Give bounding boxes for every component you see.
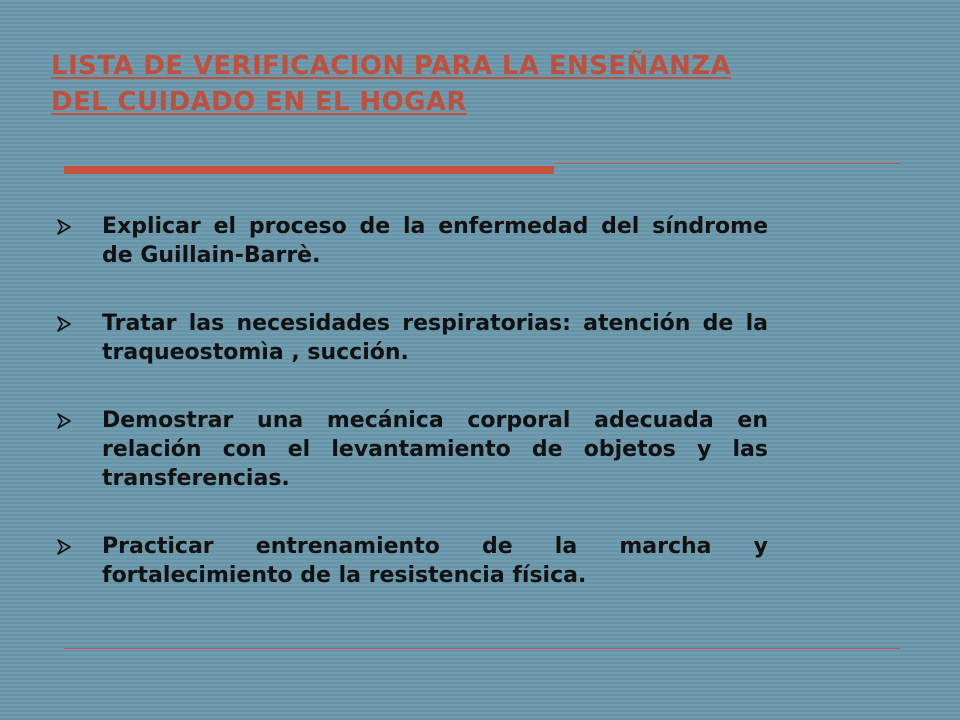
divider-thin-top [554,163,900,164]
bullet-list [56,212,768,590]
bullet-item [56,309,768,367]
bullet-text: Explicar el proceso de la enfermedad del síndrome de Guillain-Barrè. [102,214,768,268]
arrow-bullet-icon [56,316,72,332]
divider-thick [64,166,554,174]
arrow-bullet-icon [56,539,72,555]
divider-thin-bottom [64,648,900,649]
bullet-item [56,212,768,270]
bullet-item [56,532,768,590]
bullet-item [56,406,768,493]
slide-title [51,48,911,120]
arrow-bullet-icon [56,219,72,235]
bullet-text: Practicar entrenamiento de la marcha y fortalecimiento de la resistencia física. [102,534,768,588]
bullet-text: Tratar las necesidades respiratorias: atención de la traqueostomìa , succión. [102,311,768,365]
slide-title-line-1: LISTA DE VERIFICACION PARA LA ENSEÑANZA [51,51,732,81]
slide-title-line-2: DEL CUIDADO EN EL HOGAR [51,87,467,117]
arrow-bullet-icon [56,413,72,429]
bullet-text: Demostrar una mecánica corporal adecuada en relación con el levantamiento de objetos y las transferencias. [102,408,768,491]
